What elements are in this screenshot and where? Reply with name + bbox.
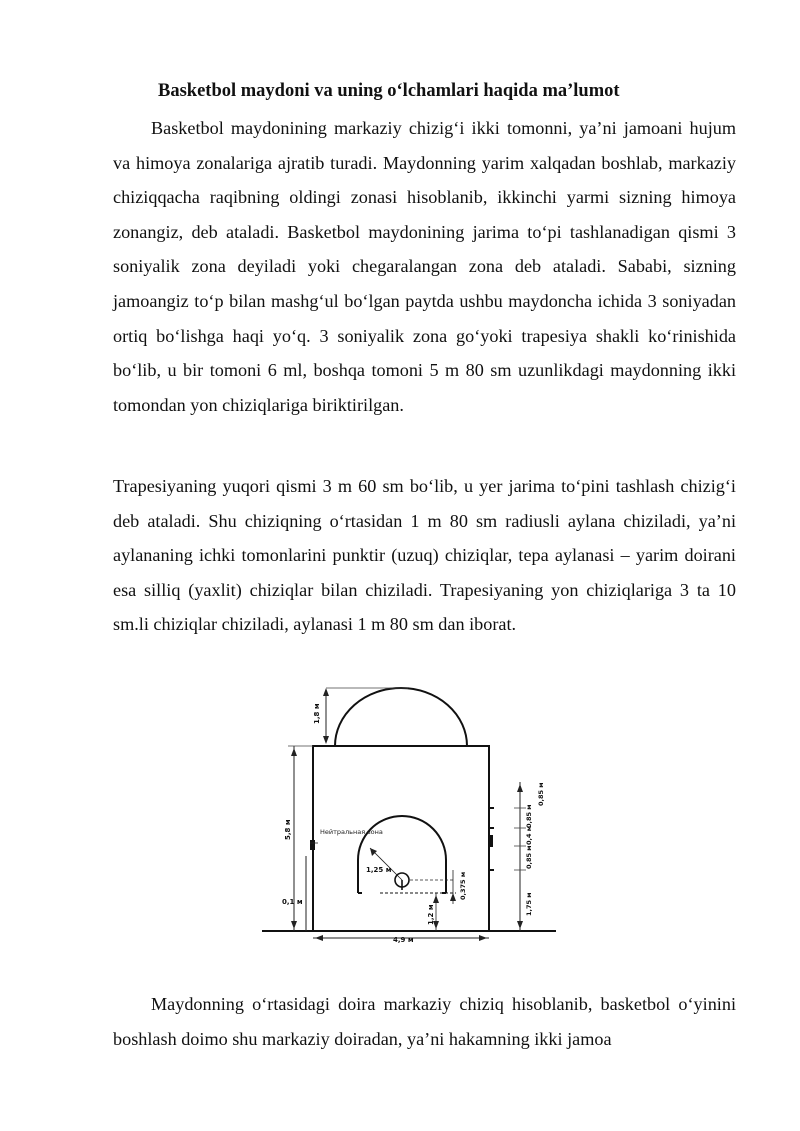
restricted-zone — [313, 746, 489, 931]
label-right-bottom: 1,75 м — [525, 892, 533, 916]
label-arc-radius: 1,25 м — [366, 866, 392, 874]
paragraph-3: Maydonning o‘rtasidagi doira markaziy chiziq hisoblanib, basketbol o‘yinini boshlash doimo shu markaziy doiradan, ya’ni hakamning ikki jamoa — [113, 994, 736, 1049]
label-left-bottom: 0,1 м — [282, 898, 303, 906]
label-right-mid-b: 0,4 м — [525, 825, 533, 845]
label-left-height: 5,8 м — [284, 819, 292, 840]
label-right-mid-a: 0,85 м — [525, 804, 533, 828]
label-right-top: 0,85 м — [537, 782, 545, 806]
document-title: Basketbol maydoni va uning o‘lchamlari haqida ma’lumot — [158, 81, 620, 101]
label-ring-offset: 0,375 м — [459, 871, 467, 900]
label-top-radius: 1,8 м — [313, 703, 321, 724]
label-right-mid-c: 0,85 м — [525, 845, 533, 869]
label-ring-height: 1,2 м — [427, 904, 435, 925]
label-neutral-zone: Нейтральная зона — [320, 828, 383, 836]
paragraph-1: Basketbol maydonining markaziy chizig‘i ikki tomonni, ya’ni jamoani hujum va himoya zonalariga ajratib turadi. Maydonning yarim xalqadan boshlab, markaziy chiziqqacha raqibning oldingi zonasi hisoblanib, ikkinchi yarmi sizning himoya zonangiz, deb ataladi. Basketbol maydonining jarima to‘pi tashlanadigan qismi 3 soniyalik zona deyiladi yoki chegaralangan zona deb ataladi. Sababi, sizning jamoangiz to‘p bilan mashg‘ul bo‘lgan paytda ushbu maydoncha ichida 3 soniyadan ortiq bo‘lishga haqi yo‘q. 3 soniyalik zona go‘yoki trapesiya shakli ko‘rinishida bo‘lib, u bir tomoni 6 ml, boshqa tomoni 5 m 80 sm uzunlikdagi maydonning ikki tomondan yon chiziqlariga biriktirilgan. — [113, 118, 736, 415]
top-semicircle — [335, 688, 467, 746]
court-diagram — [258, 680, 560, 946]
paragraph-2: Trapesiyaning yuqori qismi 3 m 60 sm bo‘lib, u yer jarima to‘pini tashlash chizig‘i deb ataladi. Shu chiziqning o‘rtasidan 1 m 80 sm radiusli aylana chiziladi, ya’ni aylananing ichki tomonlarini punktir (uzuq) chiziqlar, tepa aylanasi – yarim doirani esa silliq (yaxlit) chiziqlar bilan chiziladi. Trapesiyaning yon chiziqlariga 3 ta 10 sm.li chiziqlar chiziladi, aylanasi 1 m 80 sm dan iborat. — [113, 476, 736, 635]
label-bottom-width: 4,9 м — [393, 936, 414, 944]
